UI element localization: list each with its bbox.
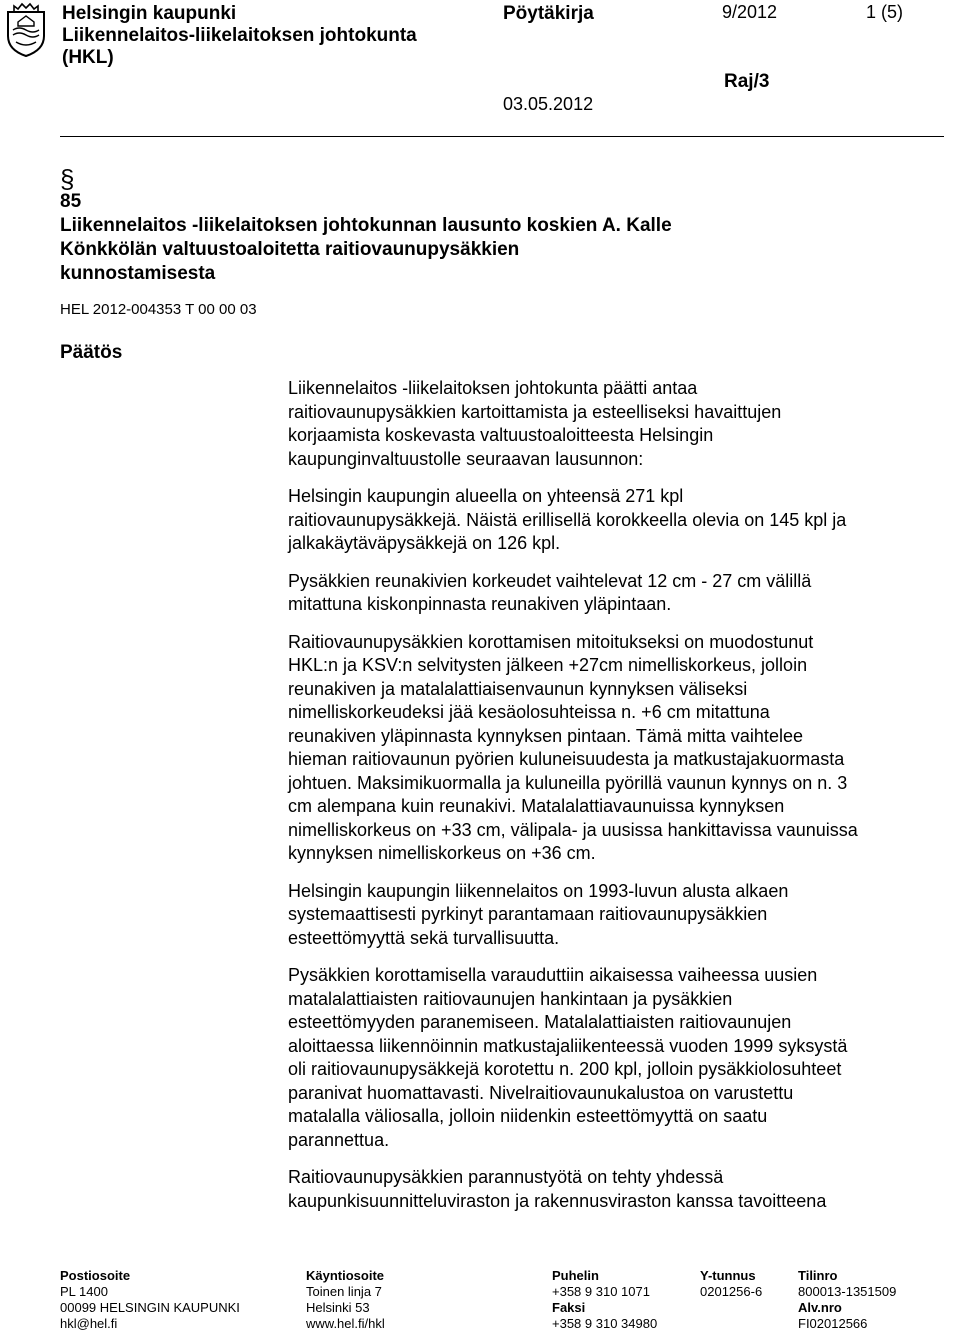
footer-business-id [700,1268,762,1300]
paragraph: Pysäkkien reunakivien korkeudet vaihtelevat 12 cm - 27 cm välillä mitattuna kiskonpinnasta reunakiven yläpintaan. [288,570,812,614]
footer-heading: Faksi [552,1300,586,1315]
org-name: Helsingin kaupunki [62,3,237,24]
helsinki-crest-logo [4,2,48,58]
footer-postal [60,1268,240,1332]
org-abbreviation: (HKL) [62,47,114,68]
footer-visiting [306,1268,385,1332]
section-title-line: kunnostamisesta [60,263,216,284]
page-number: 1 (5) [866,2,904,22]
document-type: Pöytäkirja [503,3,594,24]
footer-phone [552,1268,657,1332]
paragraph: Helsingin kaupungin liikennelaitos on 1993-luvun alusta alkaen systemaattisesti pyrkinyt parantamaan raitiovaunupysäkkien esteettömyyttä sekä turvallisuutta. [288,880,789,948]
footer-heading: Postiosoite [60,1268,131,1283]
section-code: Raj/3 [724,71,770,92]
footer-text: +358 9 310 1071 [552,1284,650,1299]
header-divider [60,136,944,137]
footer-heading: Puhelin [552,1268,599,1283]
footer-text: +358 9 310 34980 [552,1316,658,1331]
footer-email: hkl@hel.fi [60,1316,118,1331]
footer-text: 00099 HELSINGIN KAUPUNKI [60,1300,240,1315]
document-number: 9/2012 [722,2,778,22]
footer-text: 0201256-6 [700,1284,763,1299]
footer-text: Helsinki 53 [306,1300,370,1315]
diary-number: HEL 2012-004353 T 00 00 03 [60,301,257,318]
paragraph: Helsingin kaupungin alueella on yhteensä 271 kpl raitiovaunupysäkkejä. Näistä erillisellä korokkeella olevia on 145 kpl ja jalkakäytäväpysäkkejä on 126 kpl. [288,486,847,553]
footer-website: www.hel.fi/hkl [306,1316,385,1331]
footer-heading: Y-tunnus [700,1268,756,1283]
footer-heading: Tilinro [798,1268,838,1283]
footer-account [798,1268,896,1332]
paragraph: Raitiovaunupysäkkien parannustyötä on tehty yhdessä kaupunkisuunnitteluviraston ja rakennusviraston kanssa tavoitteena [288,1167,827,1211]
section-title-line: Könkkölän valtuustoaloitetta raitiovaunupysäkkien [60,239,520,260]
paragraph: Liikennelaitos -liikelaitoksen johtokunta päätti antaa raitiovaunupysäkkien kartoittamista ja esteelliseksi havaittujen korjaamista koskevasta valtuustoaloitteesta Helsingin kaupunginvaltuustolle seuraavan lausunnon: [288,378,782,469]
paragraph: Pysäkkien korottamisella varauduttiin aikaisessa vaiheessa uusien matalalattiaisten raitiovaunujen hankintaan ja pysäkkien esteettömyyden paranemiseen. Matalalattiaisten raitiovaunujen aloittaessa liikennöinnin matkustajaliikenteessä vuoden 1999 syksystä oli raitiovaunupysäkkejä korotettu n. 200 kpl, jolloin pysäkkiolosuhteet paranivat huomattavasti. Nivelraitiovaunukalustoa on varustettu matalalla väliosalla, jolloin niidenkin esteettömyyttä on saatu parannettua. [288,965,848,1150]
paragraph: Raitiovaunupysäkkien korottamisen mitoitukseksi on muodostunut HKL:n ja KSV:n selvitysten jälkeen +27cm nimelliskorkeus, jolloin reunakiven ja matalalattiaisenvaunun kynnyksen väliseksi nimelliskorkeudeksi jää kesäolosuhteissa n. +6 cm mitattuna reunakiven yläpinnasta kynnyksen pintaan. Tämä mitta vaihtelee hieman raitiovaunun pyörien kuluneisuudesta ja matkustajakuormasta johtuen. Maksimikuormalla ja kuluneilla pyörillä vaunun kynnys on n. 3 cm alempana kuin reunakivi. Matalalattiavaunuissa kynnyksen nimelliskorkeus on +33 cm, välipala- ja uusissa hankittavissa vaunuissa kynnyksen nimelliskorkeus on +36 cm. [288,631,858,863]
footer-text: 800013-1351509 [798,1284,897,1299]
section-number: 85 [60,191,82,212]
section-title-line: Liikennelaitos -liikelaitoksen johtokunnan lausunto koskien A. Kalle [60,215,672,236]
footer-heading: Alv.nro [798,1300,842,1315]
footer-text: FI02012566 [798,1316,868,1331]
footer-text: PL 1400 [60,1284,108,1299]
meeting-date: 03.05.2012 [503,94,594,114]
decision-label: Päätös [60,342,123,363]
org-board: Liikennelaitos-liikelaitoksen johtokunta [62,25,417,46]
footer-text: Toinen linja 7 [306,1284,382,1299]
section-symbol: § [60,164,75,194]
decision-body [288,377,948,1227]
footer-heading: Käyntiosoite [306,1268,385,1283]
